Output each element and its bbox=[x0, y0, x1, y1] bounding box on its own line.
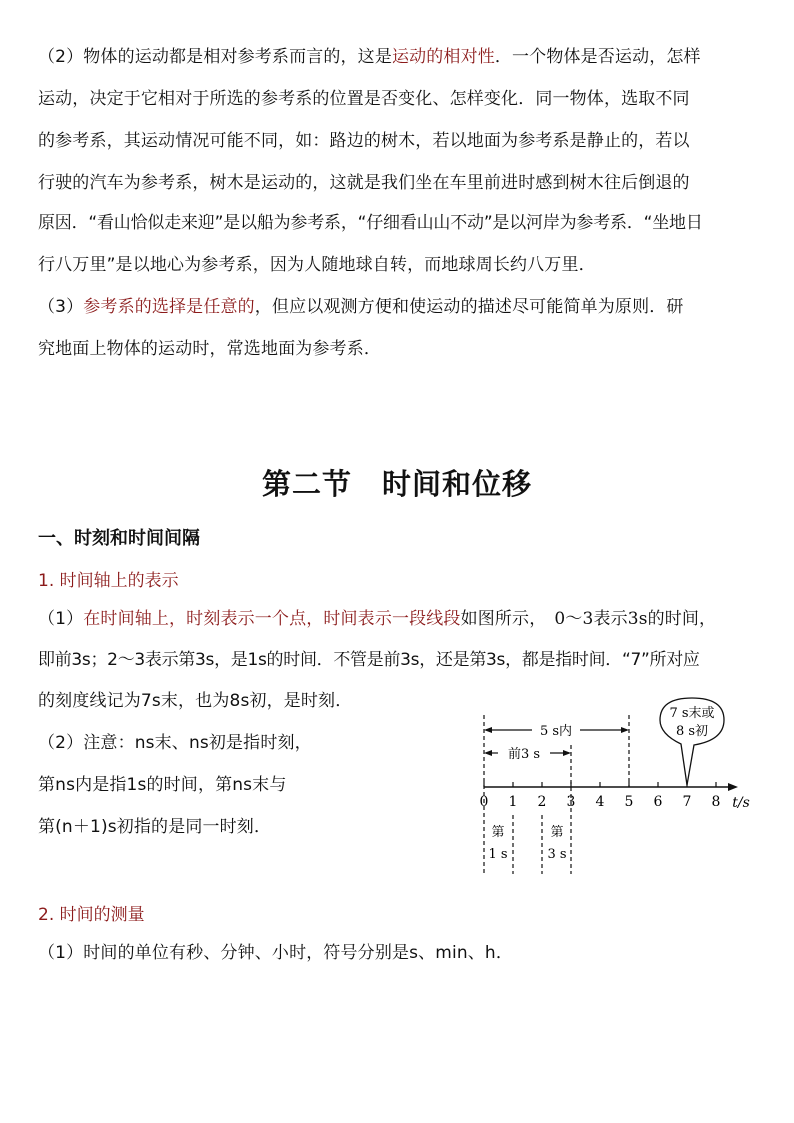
tick-label: 3 bbox=[566, 794, 576, 810]
text-line: 第ns内是指1s的时间，第ns末与 bbox=[38, 775, 287, 795]
text-line: 原因．“看山恰似走来迎”是以船为参考系，“仔细看山山不动”是以河岸为参考系．“坐地日 bbox=[38, 213, 703, 233]
tick-label: 1 bbox=[508, 794, 518, 810]
callout-line-2: 8 s初 bbox=[675, 724, 709, 739]
text-line: 运动，决定于它相对于所选的参考系的位置是否变化、怎样变化．同一物体，选取不同 bbox=[38, 89, 690, 109]
tick-label: 6 bbox=[653, 794, 663, 810]
heading-moments-intervals: 一、时刻和时间间隔 bbox=[38, 528, 200, 549]
section-title: 第二节 时间和位移 bbox=[261, 467, 532, 501]
text-line: 究地面上物体的运动时，常选地面为参考系． bbox=[38, 339, 381, 359]
text-line: 的参考系，其运动情况可能不同，如：路边的树木，若以地面为参考系是静止的，若以 bbox=[38, 131, 690, 151]
text-line: 行八万里”是以地心为参考系，因为人随地球自转，而地球周长约八万里． bbox=[38, 255, 596, 275]
text-line: （2）注意：ns末、ns初是指时刻， bbox=[38, 733, 312, 753]
tick-label: 5 bbox=[624, 794, 634, 810]
callout-line-1: 7 s末或 bbox=[669, 706, 715, 721]
label-first-3s: 前3 s bbox=[507, 747, 541, 762]
tick-label: 8 bbox=[711, 794, 721, 810]
text-line: （1）在时间轴上，时刻表示一个点，时间表示一段线段如图所示， 0～3表示3s的时间， bbox=[38, 609, 717, 629]
text-line: （3）参考系的选择是任意的，但应以观测方便和使运动的描述尽可能简单为原则．研 bbox=[38, 297, 684, 317]
highlight-text: 运动的相对性 bbox=[391, 47, 495, 67]
box3-line-1: 第 bbox=[550, 825, 564, 840]
highlight-text: 在时间轴上，时刻表示一个点，时间表示一段线段 bbox=[83, 609, 461, 629]
box1-line-2: 1 s bbox=[488, 847, 508, 862]
heading-time-measurement: 2. 时间的测量 bbox=[38, 905, 145, 925]
box3-line-2: 3 s bbox=[547, 847, 567, 862]
text-line: （2）物体的运动都是相对参考系而言的，这是运动的相对性．一个物体是否运动，怎样 bbox=[38, 47, 701, 67]
heading-timeline-representation: 1. 时间轴上的表示 bbox=[38, 571, 179, 591]
highlight-text: 参考系的选择是任意的 bbox=[83, 297, 255, 317]
tick-label: 0 bbox=[479, 794, 489, 810]
text-line: 的刻度线记为7s末，也为8s初，是时刻． bbox=[38, 691, 353, 711]
text-line: 行驶的汽车为参考系，树木是运动的，这就是我们坐在车里前进时感到树木往后倒退的 bbox=[38, 173, 690, 193]
tick-label: 2 bbox=[537, 794, 547, 810]
time-axis-figure bbox=[470, 690, 770, 890]
axis-arrowhead bbox=[728, 783, 738, 791]
paragraph-time-units: （1）时间的单位有秒、分钟、小时，符号分别是s、min、h． bbox=[38, 943, 514, 963]
axis-label: t/s bbox=[732, 795, 750, 811]
text-line: 即前3s；2～3表示第3s，是1s的时间．不管是前3s，还是第3s，都是指时间．“7”所对应 bbox=[38, 650, 700, 670]
box1-line-1: 第 bbox=[491, 825, 505, 840]
tick-label: 7 bbox=[682, 794, 692, 810]
text-line: 第(n＋1)s初指的是同一时刻． bbox=[38, 817, 272, 837]
label-5s-within: 5 s内 bbox=[539, 724, 573, 739]
tick-label: 4 bbox=[595, 794, 605, 810]
